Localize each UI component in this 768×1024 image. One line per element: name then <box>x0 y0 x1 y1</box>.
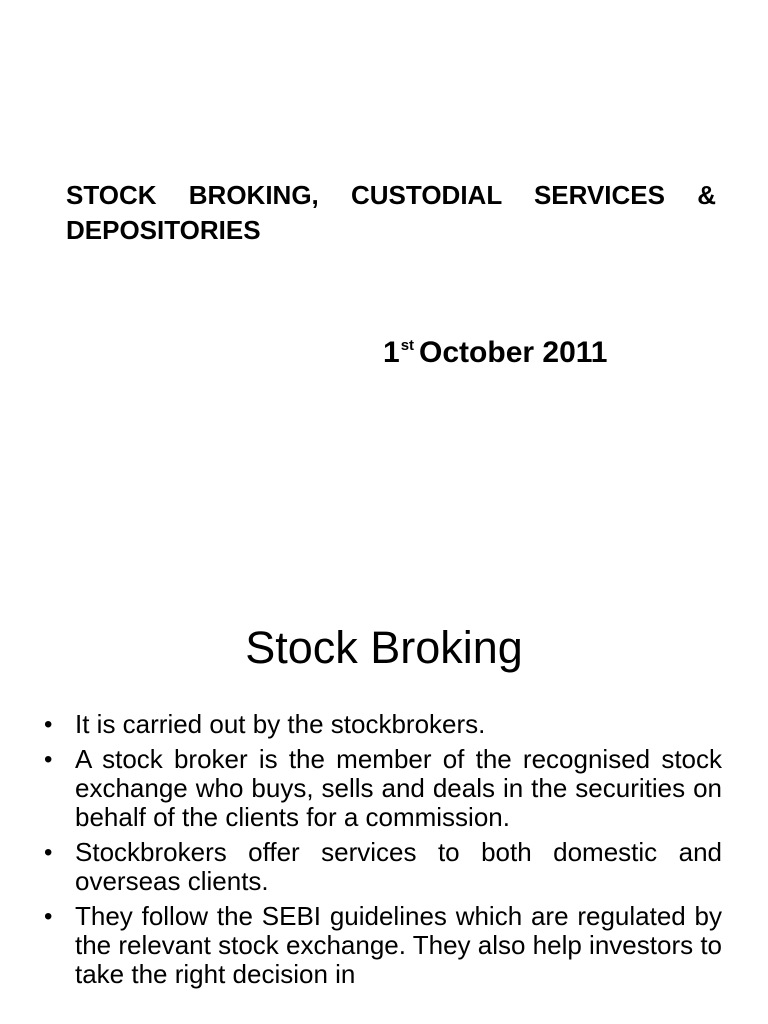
bullet-text: Stockbrokers offer services to both domestic and overseas clients. <box>75 837 722 896</box>
bullet-list <box>44 710 722 995</box>
content-slide <box>0 576 768 1024</box>
date-suffix: st <box>400 337 415 354</box>
bullet-item <box>44 902 722 989</box>
presentation-title: STOCK BROKING, CUSTODIAL SERVICES & DEPOSITORIES <box>66 180 716 245</box>
bullet-item <box>44 710 722 739</box>
date-month-year: October 2011 <box>419 336 608 369</box>
bullet-item <box>44 838 722 896</box>
bullet-icon: • <box>44 711 53 738</box>
bullet-icon: • <box>44 839 53 866</box>
bullet-text: It is carried out by the stockbrokers. <box>75 709 486 739</box>
bullet-icon: • <box>44 903 53 930</box>
slide-title: Stock Broking <box>245 622 523 673</box>
bullet-icon: • <box>44 746 53 773</box>
presentation-date <box>383 335 607 376</box>
bullet-text: A stock broker is the member of the recognised stock exchange who buys, sells and deals in the securities on behalf of the clients for a commission. <box>75 744 722 832</box>
bullet-item <box>44 745 722 832</box>
date-day: 1 <box>383 336 400 369</box>
bullet-text: They follow the SEBI guidelines which are regulated by the relevant stock exchange. They also help investors to take the right decision in <box>75 901 723 989</box>
